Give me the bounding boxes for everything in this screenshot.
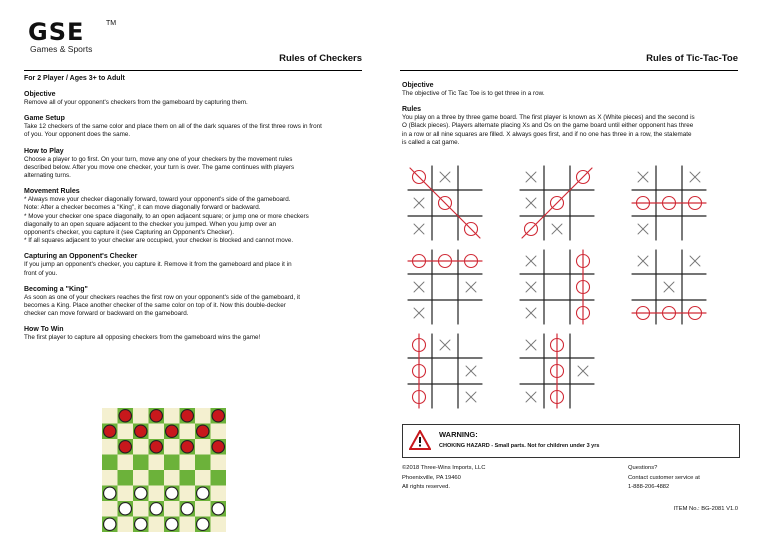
red-checker [150, 441, 162, 453]
board-square [211, 424, 227, 440]
rule-line: You play on a three by three game board. The first player is known as X (White pieces) and the second is [402, 114, 695, 122]
red-checker [119, 441, 131, 453]
board-square [195, 439, 211, 455]
section-heading: Movement Rules [24, 188, 80, 196]
tictactoe-board [630, 248, 708, 326]
white-checker [166, 518, 178, 530]
board-square [195, 455, 211, 471]
white-checker [197, 518, 209, 530]
red-checker [212, 410, 224, 422]
item-number: ITEM No.: BG-2081 V1.0 [673, 506, 738, 512]
board-square [180, 424, 196, 440]
contact-info [628, 464, 700, 493]
board-square [211, 517, 227, 533]
rule-line: is called a cat game. [402, 138, 460, 146]
board-square [211, 486, 227, 502]
board-square [102, 455, 118, 471]
board-square [164, 470, 180, 486]
rule-line: in a row or all nine squares are filled. X always goes first, and if no one has three in a row, the stalemate [402, 130, 692, 138]
board-square [195, 470, 211, 486]
white-checker [166, 487, 178, 499]
rule-line: Take 12 checkers of the same color and place them on all of the dark squares of the first three rows in front [24, 123, 322, 131]
contact-phone: 1-888-206-4882 [628, 484, 670, 490]
rule-line: The first player to capture all opposing checkers from the gameboard wins the game! [24, 334, 261, 342]
white-checker [104, 487, 116, 499]
tictactoe-rules [402, 74, 738, 147]
rule-line: opponent's checker, you capture it (see Capturing an Opponent's Checker). [24, 229, 234, 237]
board-square [164, 455, 180, 471]
board-square [180, 455, 196, 471]
board-square [211, 455, 227, 471]
section-heading: Game Setup [24, 115, 65, 123]
checkerboard [102, 408, 226, 532]
warning-icon [409, 430, 431, 450]
red-checker [166, 425, 178, 437]
red-checker [135, 425, 147, 437]
checkers-title: Rules of Checkers [24, 56, 362, 71]
rule-line: checker can move forward or backward on the gameboard. [24, 310, 189, 318]
board-square [180, 486, 196, 502]
board-square [180, 517, 196, 533]
red-checker [119, 410, 131, 422]
white-checker [104, 518, 116, 530]
rule-line: O (Black pieces). Players alternate placing Xs and Os on the game board until either opponent has three [402, 122, 694, 130]
rule-line: of you. Your opponent does the same. [24, 131, 131, 139]
rule-line: If you jump an opponent's checker, you capture it. Remove it from the gameboard and place it in [24, 261, 292, 269]
tictactoe-board [630, 164, 708, 242]
red-checker [150, 410, 162, 422]
rule-line: Note: After a checker becomes a "King", it can move diagonally forward or backward. [24, 204, 261, 212]
board-square [180, 470, 196, 486]
tictactoe-board [518, 164, 596, 242]
rule-line: Remove all of your opponent's checkers from the gameboard by capturing them. [24, 99, 248, 106]
board-square [133, 455, 149, 471]
board-square [164, 439, 180, 455]
company-line: Phoenixville, PA 19460 [402, 474, 461, 481]
board-square [102, 501, 118, 517]
white-checker [135, 487, 147, 499]
white-checker [212, 503, 224, 515]
rule-line: diagonally to an open square adjacent to the checker you jumped. When you jump over an [24, 220, 277, 228]
section-heading: Objective [24, 91, 56, 98]
board-square [195, 408, 211, 424]
rule-line: * Always move your checker diagonally forward, toward your opponent's side of the gameboard. [24, 196, 291, 204]
board-square [149, 517, 165, 533]
rule-line: * If all squares adjacent to your checker are occupied, your checker is blocked and cannot move. [24, 237, 294, 245]
trademark: TM [106, 20, 117, 27]
contact-line: Contact customer service at [628, 474, 700, 481]
rule-line: * Move your checker one space diagonally, to an open adjacent square; or jump one or more checkers [24, 212, 309, 220]
board-square [118, 517, 134, 533]
board-square [164, 501, 180, 517]
white-checker [119, 503, 131, 515]
rule-line: described below. After you move one checker, your turn is over. The game continues with players [24, 163, 295, 171]
white-checker [197, 487, 209, 499]
board-square [149, 470, 165, 486]
board-square [164, 408, 180, 424]
section-heading: How to Play [24, 147, 64, 155]
tictactoe-board [518, 248, 596, 326]
warning-box [402, 424, 740, 458]
section-heading: How To Win [24, 326, 64, 334]
red-checker [181, 441, 193, 453]
brand-tagline: Games & Sports [30, 44, 93, 54]
rule-line: Choose a player to go first. On your turn, move any one of your checkers by the movement rules [24, 155, 293, 163]
brand-logo [26, 18, 117, 56]
board-square [102, 408, 118, 424]
company-line: ©2018 Three-Wins Imports, LLC [402, 465, 486, 471]
board-square [133, 439, 149, 455]
white-checker [135, 518, 147, 530]
board-square [102, 470, 118, 486]
brand-name: GSE [28, 18, 85, 46]
board-square [133, 470, 149, 486]
tictactoe-board [518, 332, 596, 410]
contact-line: Questions? [628, 465, 658, 471]
board-square [133, 408, 149, 424]
board-square [149, 486, 165, 502]
rule-line: As soon as one of your checkers reaches the first row on your opponent's side of the gameboard, it [24, 293, 300, 301]
section-heading: Becoming a "King" [24, 285, 88, 293]
board-square [195, 501, 211, 517]
company-info [402, 464, 485, 493]
players-line: For 2 Player / Ages 3+ to Adult [24, 75, 125, 82]
rule-line: alternating turns. [24, 172, 71, 180]
board-square [211, 470, 227, 486]
checkers-rules [24, 74, 334, 343]
section-heading: Capturing an Opponent's Checker [24, 253, 138, 261]
tictactoe-board [406, 164, 484, 242]
rule-line: front of you. [24, 269, 58, 277]
board-square [118, 486, 134, 502]
section-heading: Rules [402, 106, 422, 114]
board-square [118, 470, 134, 486]
warning-text: CHOKING HAZARD - Small parts. Not for children under 3 yrs [439, 443, 600, 449]
white-checker [150, 503, 162, 515]
tictactoe-board [406, 332, 484, 410]
red-checker [181, 410, 193, 422]
board-square [133, 501, 149, 517]
tictactoe-board [406, 248, 484, 326]
tictactoe-page [384, 0, 768, 543]
company-line: All rights reserved. [402, 484, 451, 490]
board-square [118, 424, 134, 440]
rule-line: The objective of Tic Tac Toe is to get three in a row. [402, 90, 545, 97]
warning-title: WARNING: [439, 430, 478, 439]
red-checker [104, 425, 116, 437]
red-checker [197, 425, 209, 437]
red-checker [212, 441, 224, 453]
section-heading: Objective [402, 82, 434, 89]
board-square [102, 439, 118, 455]
rule-line: becomes a King. Place another checker of the same color on top of it. Now this double-decker [24, 302, 286, 310]
board-square [149, 455, 165, 471]
tictactoe-title: Rules of Tic-Tac-Toe [400, 56, 738, 71]
white-checker [181, 503, 193, 515]
board-square [149, 424, 165, 440]
board-square [118, 455, 134, 471]
